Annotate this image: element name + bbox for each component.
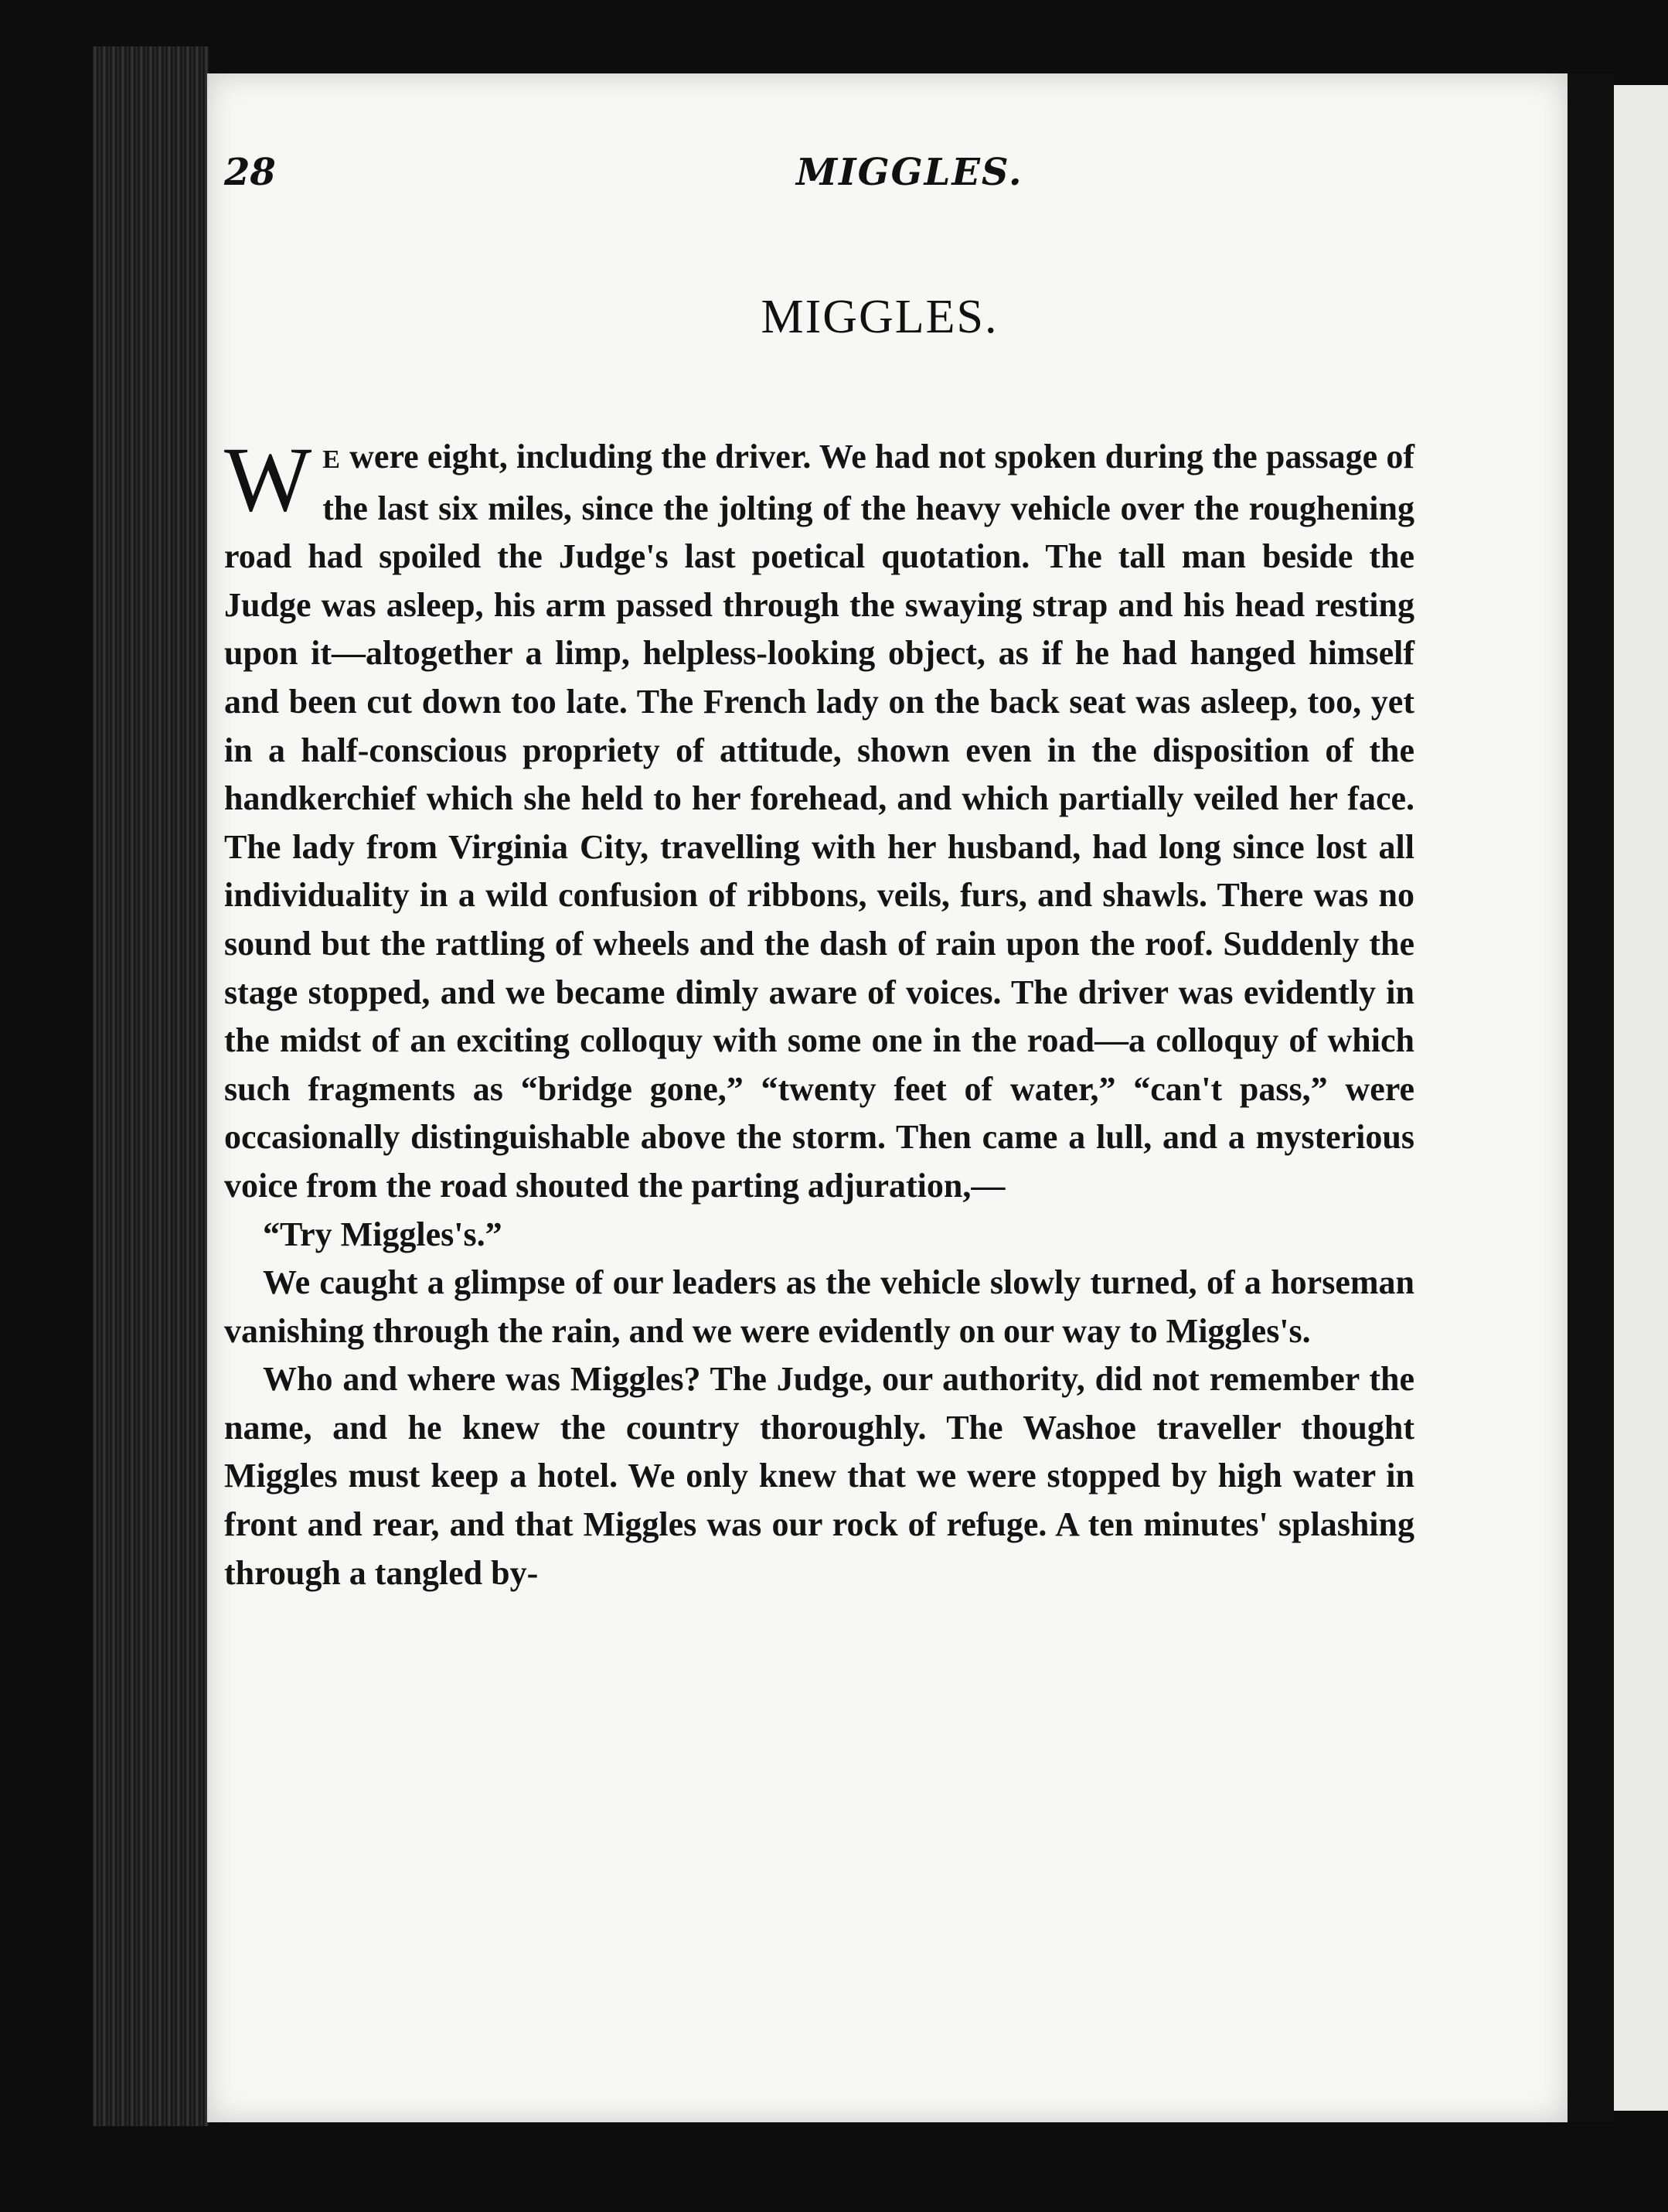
running-head bbox=[224, 151, 1414, 205]
chapter-title: MIGGLES. bbox=[761, 291, 999, 343]
page-edge-shadow bbox=[1568, 73, 1614, 2122]
running-title: MIGGLES. bbox=[796, 151, 1023, 194]
facing-page-edge bbox=[1614, 85, 1668, 2111]
book-spine-gutter bbox=[93, 46, 209, 2126]
body-text bbox=[224, 428, 1414, 1597]
paragraph-3: We caught a glimpse of our leaders as the vehicle slowly turned, of a horseman vanishing through the rain, and we were evidently on our way to Miggles's. bbox=[224, 1263, 1414, 1350]
paragraph-1 bbox=[224, 428, 1414, 1211]
paragraph-4: Who and where was Miggles? The Judge, our authority, did not remember the name, and he knew the country thoroughly. The Washoe traveller thought Miggles must keep a hotel. We only knew that we were stopped by high water in front and rear, and that Miggles was our rock of refuge. A ten minutes' splashing through a tangled by- bbox=[224, 1360, 1414, 1592]
drop-cap-continuation: E bbox=[322, 445, 341, 474]
drop-cap: W bbox=[224, 428, 312, 530]
paragraph-1-text: were eight, including the driver. We had not spoken during the passage of the last six miles, since the jolting of the heavy vehicle over the roughening road had spoiled the Judge's last poetical quotation. The tall man beside the Judge was asleep, his arm passed through the swaying strap and his head resting upon it—altogether a limp, helpless-looking object, as if he had hanged himself and been cut down too late. The French lady on the back seat was asleep, too, yet in a half-conscious propriety of attitude, shown even in the disposition of the handkerchief which she held to her forehead, and which partially veiled her face. The lady from Virginia City, travelling with her husband, had long since lost all individuality in a wild confusion of ribbons, veils, furs, and shawls. There was no sound but the rattling of wheels and the dash of rain upon the roof. Suddenly the stage stopped, and we became dimly aware of voices. The driver was evidently in the midst of an exciting colloquy with some one in the road—a colloquy of which such fragments as “bridge gone,” “twenty feet of water,” “can't pass,” were occasionally distinguishable above the storm. Then came a lull, and a mysterious voice from the road shouted the parting adjuration,— bbox=[224, 438, 1414, 1205]
paragraph-2: “Try Miggles's.” bbox=[263, 1215, 502, 1253]
page-number: 28 bbox=[224, 151, 276, 194]
